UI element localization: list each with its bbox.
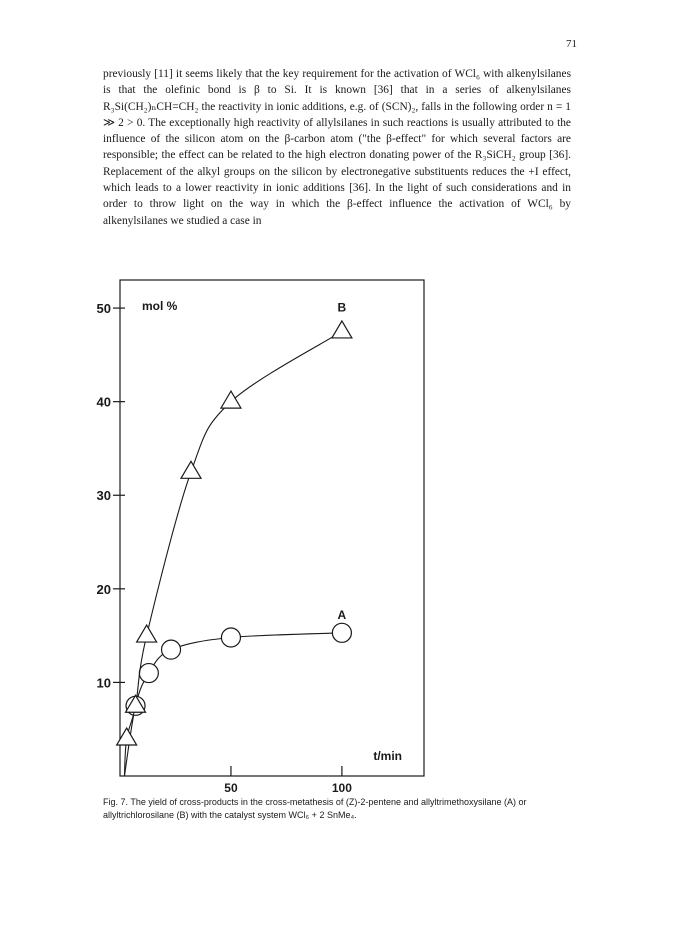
series-label-B: B (337, 300, 347, 315)
body-paragraph (103, 66, 571, 229)
y-axis-label: mol % (142, 299, 178, 313)
y-tick-label: 40 (96, 394, 111, 410)
page-number: 71 (566, 38, 577, 50)
y-tick-label: 20 (96, 581, 111, 597)
series-label-A: A (337, 607, 347, 622)
figure-caption: Fig. 7. The yield of cross-products in the cross-metathesis of (Z)-2-pentene and allyltrimethoxysilane (A) or allyltrichlorosilane (B) with the catalyst system WCl₆ + 2 SnMe₄. (103, 797, 527, 820)
data-point-B (137, 625, 157, 642)
y-tick-label: 30 (96, 488, 111, 504)
data-point-B (221, 391, 241, 408)
data-point-A (139, 664, 158, 683)
y-tick-label: 10 (96, 675, 111, 691)
x-tick-label: 50 (224, 781, 238, 795)
data-point-A (221, 628, 240, 647)
data-point-B (181, 461, 201, 478)
plot-frame (120, 280, 424, 776)
y-tick-label: 50 (96, 301, 111, 317)
x-tick-label: 100 (331, 781, 352, 795)
data-point-B (332, 321, 352, 338)
yield-chart (80, 270, 440, 795)
x-axis-label: t/min (373, 749, 402, 763)
paragraph-text: previously [11] it seems likely that the key requirement for the activation of WCl₆ with alkenylsilanes is that the olefinic bond is β to Si. It is known [36] that in a series of alkenylsilanes R₃Si(CH₂)ₙCH=CH₂ the reactivity in ionic additions, e.g. of (SCN)₂, falls in the following order n = 1 ≫ 2 > 0. The exceptionally high reactivity of allylsilanes in such reactions is usually attributed to the influence of the silicon atom on the β-carbon atom ("the β-effect" for which several factors are responsible; the effect can be related to the high electron donating power of the R₃SiCH₂ group [36]. Replacement of the alkyl groups on the silicon by electronegative substituents reduces the +I effect, which leads to a lower reactivity in ionic additions [36]. In the light of such considerations and in order to throw light on the way in which the β-effect influence the activation of WCl₆ by alkenylsilanes we studied a case in (103, 68, 571, 227)
data-point-A (162, 640, 181, 659)
figure-7 (80, 270, 440, 795)
series-curve-A (124, 633, 341, 776)
data-point-A (332, 623, 351, 642)
